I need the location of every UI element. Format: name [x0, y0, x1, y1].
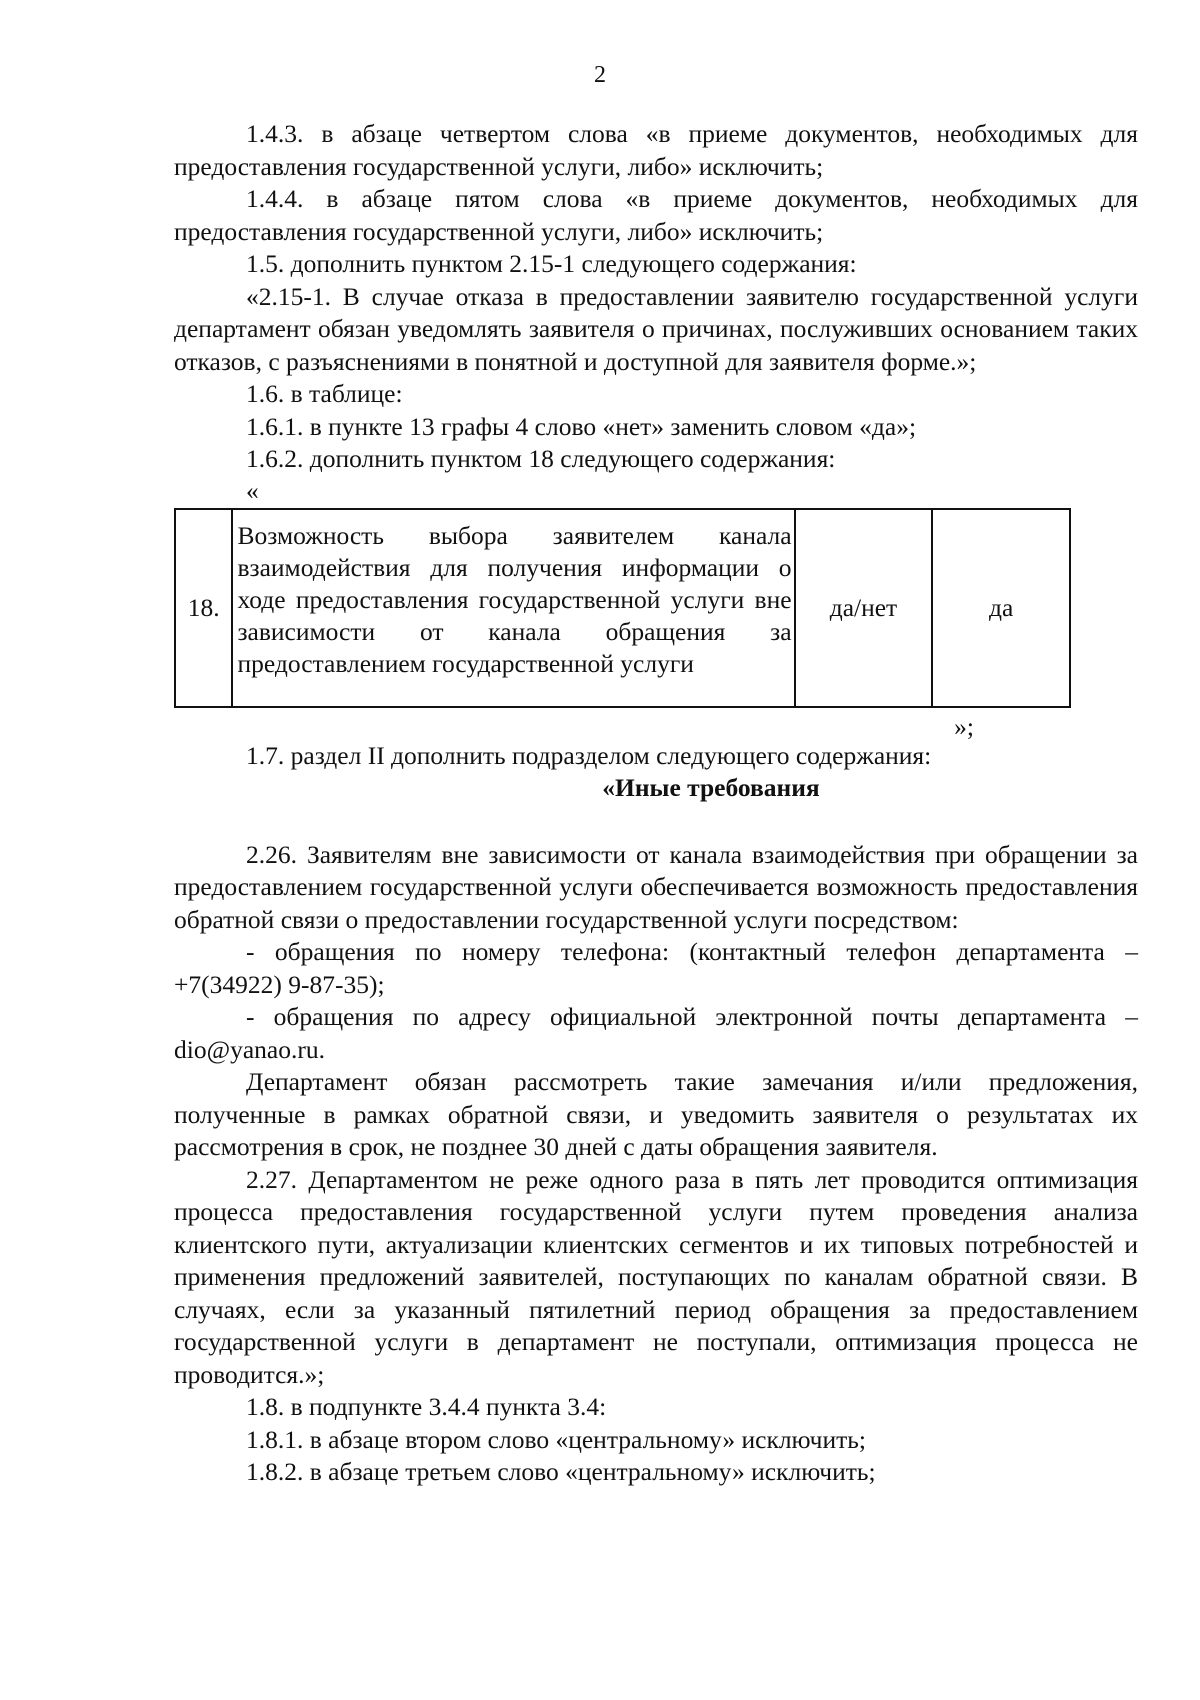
- subsection-title: «Иные требования: [602, 773, 820, 802]
- page-number: 2: [594, 62, 606, 88]
- table-row: [175, 509, 1070, 707]
- table-cell-yes-no: да/нет: [795, 509, 933, 707]
- table-cell-number: 18.: [175, 509, 232, 707]
- paragraph-phone: - обращения по номеру телефона: (контактный телефон департамента – +7(34922) 9-87-35);: [174, 937, 1138, 999]
- table-close-quote: »;: [954, 711, 974, 741]
- paragraph-email: - обращения по адресу официальной электронной почты департамента – dio@yanao.ru.: [174, 1002, 1138, 1064]
- paragraph-1-4-3: 1.4.3. в абзаце четвертом слова «в приеме документов, необходимых для предоставления государственной услуги, либо» исключить;: [174, 119, 1138, 181]
- document-body: [174, 118, 1138, 1489]
- paragraph-2-27: 2.27. Департаментом не реже одного раза в пять лет проводится оптимизация процесса предоставления государственной услуги путем проведения анализа клиентского пути, актуализации клиентских сегментов и их типовых потребностей и применения предложений заявителей, поступающих по каналам обратной связи. В случаях, если за указанный пятилетний период обращения за предоставлением государственной услуги в департамент не поступали, оптимизация процесса не проводится.»;: [174, 1164, 1138, 1389]
- paragraph-1-7: 1.7. раздел II дополнить подразделом следующего содержания:: [246, 740, 932, 770]
- paragraph-1-8: 1.8. в подпункте 3.4.4 пункта 3.4:: [246, 1392, 607, 1421]
- table-open-quote: «: [246, 475, 259, 505]
- paragraph-1-8-1: 1.8.1. в абзаце втором слово «центральному» исключить;: [246, 1424, 866, 1454]
- amendment-table: [174, 508, 1071, 708]
- paragraph-1-8-2: 1.8.2. в абзаце третьем слово «центральному» исключить;: [246, 1457, 876, 1486]
- paragraph-1-6-2: 1.6.2. дополнить пунктом 18 следующего содержания:: [246, 444, 836, 473]
- paragraph-1-4-4: 1.4.4. в абзаце пятом слова «в приеме документов, необходимых для предоставления государственной услуги, либо» исключить;: [174, 184, 1138, 246]
- table-cell-description: Возможность выбора заявителем канала взаимодействия для получения информации о ходе предоставления государственной услуги вне зависимости от канала обращения за предоставлением государственной услуги: [232, 509, 794, 707]
- table-cell-value: да: [932, 509, 1070, 707]
- paragraph-2-26: 2.26. Заявителям вне зависимости от канала взаимодействия при обращении за предоставлением государственной услуги обеспечивается возможность предоставления обратной связи о предоставлении государственной услуги посредством:: [174, 839, 1138, 934]
- paragraph-2-15-1: «2.15-1. В случае отказа в предоставлении заявителю государственной услуги департамент обязан уведомлять заявителя о причинах, послуживших основанием таких отказов, с разъяснениями в понятной и доступной для заявителя форме.»;: [174, 281, 1138, 376]
- paragraph-1-6: 1.6. в таблице:: [246, 379, 403, 408]
- paragraph-1-5: 1.5. дополнить пунктом 2.15-1 следующего содержания:: [246, 249, 857, 278]
- paragraph-department-review: Департамент обязан рассмотреть такие замечания и/или предложения, полученные в рамках обратной связи, и уведомить заявителя о результатах их рассмотрения в срок, не позднее 30 дней с даты обращения заявителя.: [174, 1067, 1138, 1161]
- paragraph-1-6-1: 1.6.1. в пункте 13 графы 4 слово «нет» заменить словом «да»;: [246, 411, 917, 441]
